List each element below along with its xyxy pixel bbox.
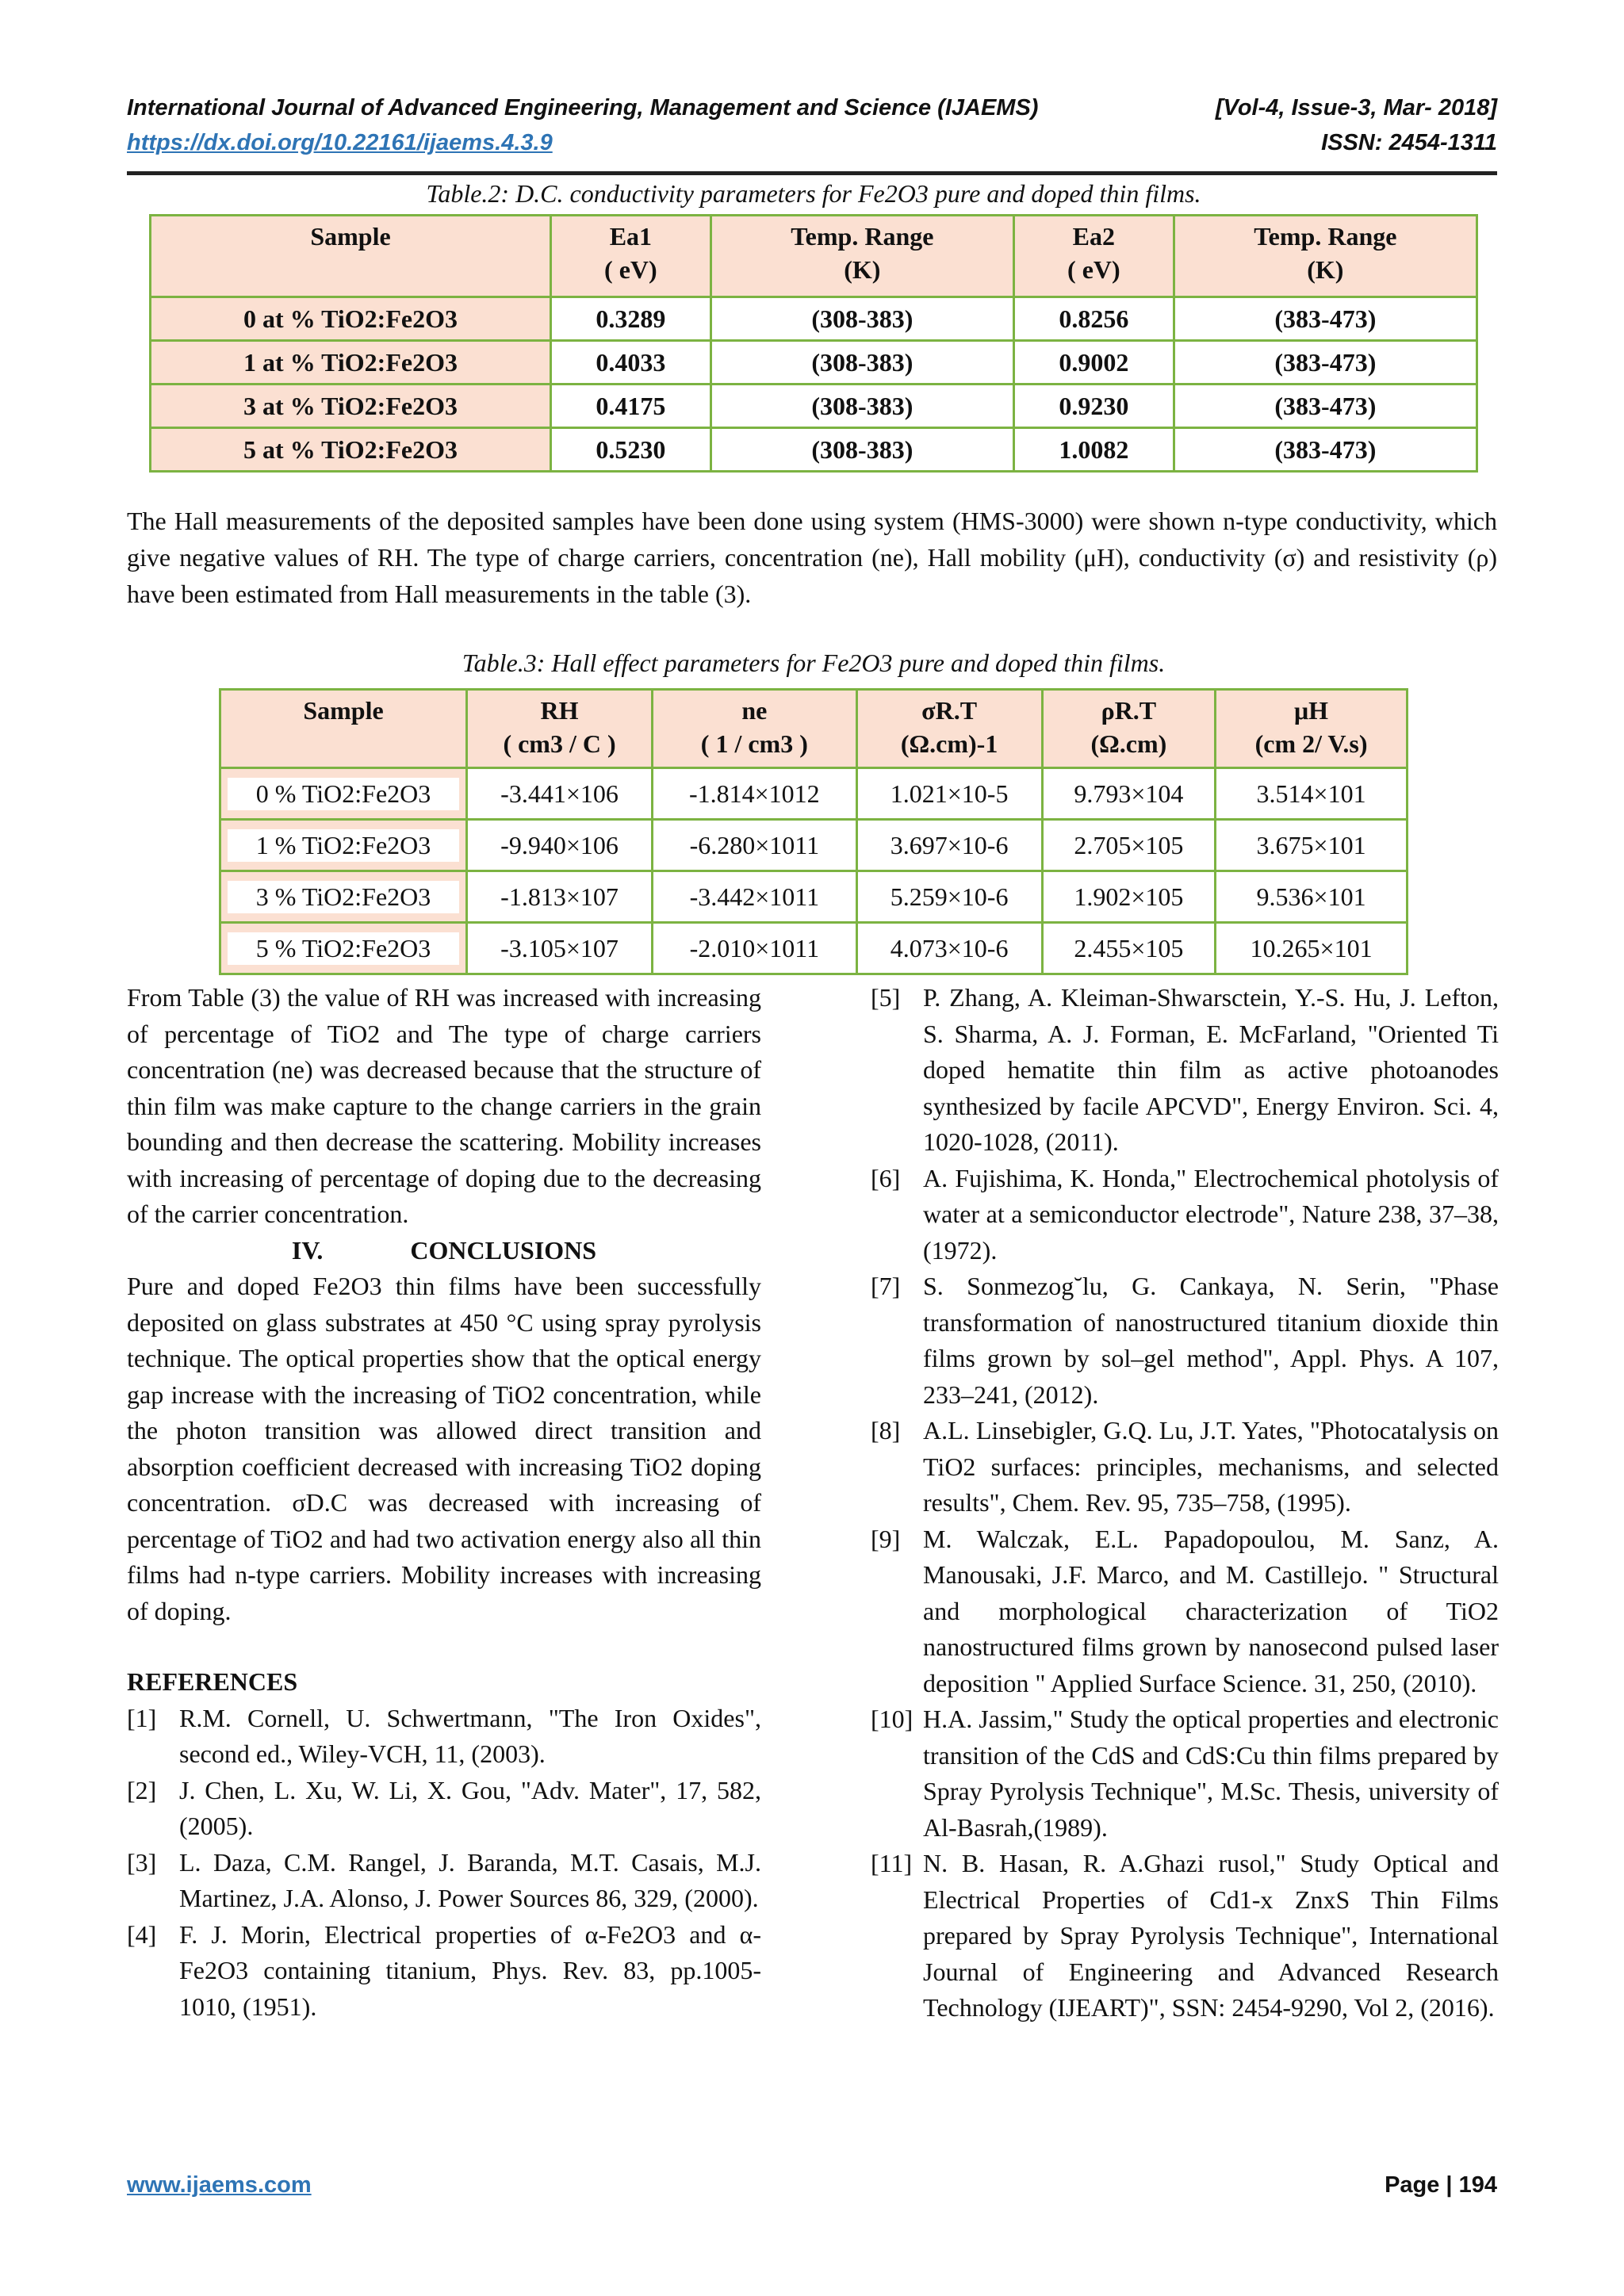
reference-text: L. Daza, C.M. Rangel, J. Baranda, M.T. Casais, M.J. Martinez, J.A. Alonso, J. Power Sources 86, 329, (2000). bbox=[179, 1847, 761, 1912]
reference-number: [6] bbox=[871, 1163, 901, 1192]
t2-header-line1: Ea1 bbox=[609, 222, 653, 251]
t2-header-line1: Temp. Range bbox=[1254, 222, 1397, 251]
t3-cell: 3.675×101 bbox=[1216, 820, 1408, 871]
website-link[interactable]: www.ijaems.com bbox=[127, 2172, 312, 2198]
reference-number: [10] bbox=[871, 1705, 914, 1733]
reference-number: [4] bbox=[127, 1919, 157, 1949]
t2-cell: (308-383) bbox=[710, 428, 1013, 472]
t3-cell: 9.793×104 bbox=[1042, 768, 1215, 820]
t2-cell: (383-473) bbox=[1174, 297, 1477, 341]
t2-cell: (308-383) bbox=[710, 297, 1013, 341]
t3-cell bbox=[220, 923, 467, 974]
reference-item bbox=[127, 1773, 761, 1845]
table-row bbox=[151, 385, 1477, 428]
reference-item bbox=[871, 1846, 1499, 2026]
t3-cell bbox=[220, 871, 467, 923]
t3-header-line1: ne bbox=[741, 696, 768, 725]
reference-number: [2] bbox=[127, 1775, 157, 1804]
t3-cell: -9.940×106 bbox=[467, 820, 653, 871]
table3 bbox=[219, 688, 1408, 975]
t2-cell: 0.4033 bbox=[551, 341, 711, 385]
table-row bbox=[220, 820, 1408, 871]
conclusions-heading bbox=[127, 1233, 761, 1269]
right-column bbox=[871, 980, 1499, 2026]
t3-sample-label: 1 % TiO2:Fe2O3 bbox=[228, 829, 459, 862]
doi-link[interactable]: https://dx.doi.org/10.22161/ijaems.4.3.9 bbox=[127, 130, 553, 155]
reference-item bbox=[127, 1917, 761, 2026]
table-row bbox=[151, 341, 1477, 385]
references-list-left bbox=[127, 1701, 761, 2026]
reference-item bbox=[871, 1269, 1499, 1413]
t2-header-line2: ( eV) bbox=[1067, 255, 1120, 284]
references-list-right bbox=[871, 980, 1499, 2026]
t3-cell: -3.441×106 bbox=[467, 768, 653, 820]
reference-item bbox=[871, 1701, 1499, 1846]
t3-cell: -1.813×107 bbox=[467, 871, 653, 923]
table-row bbox=[220, 871, 1408, 923]
journal-title: International Journal of Advanced Engineering, Management and Science (IJAEMS) bbox=[127, 95, 1039, 121]
t3-cell: 3.514×101 bbox=[1216, 768, 1408, 820]
reference-text: A. Fujishima, K. Honda," Electrochemical photolysis of water at a semiconductor electrode", Nature 238, 37–38, (1972). bbox=[923, 1163, 1499, 1265]
t2-header-2 bbox=[710, 216, 1013, 297]
t3-cell: 1.902×105 bbox=[1042, 871, 1215, 923]
t2-cell: 0.9230 bbox=[1013, 385, 1174, 428]
t2-header-3 bbox=[1013, 216, 1174, 297]
t3-cell: 3.697×10-6 bbox=[856, 820, 1042, 871]
conclusions-number: IV. bbox=[291, 1235, 324, 1265]
t3-cell bbox=[220, 820, 467, 871]
t3-header-line1: σR.T bbox=[921, 696, 978, 725]
discussion-paragraph: From Table (3) the value of RH was increased with increasing of percentage of TiO2 and The type of charge carriers concentration (ne) was decreased because that the structure of thin film was make capture to the change carriers in the grain bounding and then decrease the scattering. Mobility increases with increasing of percentage of doping due to the decreasing of the carrier concentration. bbox=[127, 983, 761, 1228]
t2-cell: 0.4175 bbox=[551, 385, 711, 428]
page-number: Page | 194 bbox=[1385, 2172, 1497, 2198]
t3-header-0 bbox=[220, 690, 467, 768]
table-row bbox=[220, 768, 1408, 820]
left-column bbox=[127, 980, 761, 2025]
t2-cell: (308-383) bbox=[710, 341, 1013, 385]
t3-header-2 bbox=[653, 690, 857, 768]
reference-item bbox=[127, 1701, 761, 1773]
reference-number: [7] bbox=[871, 1272, 901, 1300]
t2-cell: (383-473) bbox=[1174, 341, 1477, 385]
t3-header-line2: (Ω.cm)-1 bbox=[900, 729, 998, 758]
reference-text: A.L. Linsebigler, G.Q. Lu, J.T. Yates, "Photocatalysis on TiO2 surfaces: principles, mechanisms, and selected results", Chem. Rev. 95, 735–758, (1995). bbox=[923, 1416, 1499, 1517]
t2-header-line1: Temp. Range bbox=[791, 222, 934, 251]
t3-cell: -1.814×1012 bbox=[653, 768, 857, 820]
reference-number: [1] bbox=[127, 1703, 157, 1732]
t3-header-line2: ( cm3 / C ) bbox=[503, 729, 616, 758]
t3-header-line1: μH bbox=[1294, 696, 1329, 725]
reference-text: J. Chen, L. Xu, W. Li, X. Gou, "Adv. Mater", 17, 582, (2005). bbox=[179, 1775, 761, 1840]
t2-header-4 bbox=[1174, 216, 1477, 297]
reference-item bbox=[871, 1161, 1499, 1269]
table-row bbox=[220, 923, 1408, 974]
t2-header-line2: (K) bbox=[1307, 255, 1344, 284]
reference-text: N. B. Hasan, R. A.Ghazi rusol," Study Optical and Electrical Properties of Cd1-x ZnxS Thin Films prepared by Spray Pyrolysis Technique", International Journal of Engineering and Advanced Research Technology (IJEART)", SSN: 2454-9290, Vol 2, (2016). bbox=[923, 1849, 1499, 2022]
references-heading: REFERENCES bbox=[127, 1667, 298, 1696]
t2-cell: 0.9002 bbox=[1013, 341, 1174, 385]
t3-header-3 bbox=[856, 690, 1042, 768]
t2-cell: 1 at % TiO2:Fe2O3 bbox=[151, 341, 551, 385]
t3-header-5 bbox=[1216, 690, 1408, 768]
t2-cell: (383-473) bbox=[1174, 428, 1477, 472]
t3-sample-label: 0 % TiO2:Fe2O3 bbox=[228, 778, 459, 810]
t3-header-1 bbox=[467, 690, 653, 768]
t3-sample-label: 3 % TiO2:Fe2O3 bbox=[228, 881, 459, 913]
t3-header-line1: RH bbox=[540, 696, 579, 725]
reference-number: [3] bbox=[127, 1847, 157, 1877]
t3-cell: 9.536×101 bbox=[1216, 871, 1408, 923]
t2-header-line2: (K) bbox=[844, 255, 881, 284]
t2-cell: 1.0082 bbox=[1013, 428, 1174, 472]
hall-paragraph: The Hall measurements of the deposited samples have been done using system (HMS-3000) were shown n-type conductivity, which give negative values of RH. The type of charge carriers, concentration (ne), Hall mobility (μH), conductivity (σ) and resistivity (ρ) have been estimated from Hall measurements in the table (3). bbox=[127, 507, 1497, 608]
t3-header-line2: (cm 2/ V.s) bbox=[1254, 729, 1368, 758]
t3-cell: 5.259×10-6 bbox=[856, 871, 1042, 923]
reference-number: [11] bbox=[871, 1849, 913, 1877]
t2-cell: 0.8256 bbox=[1013, 297, 1174, 341]
table-row bbox=[151, 297, 1477, 341]
t3-sample-label: 5 % TiO2:Fe2O3 bbox=[228, 932, 459, 965]
t3-header-4 bbox=[1042, 690, 1215, 768]
t3-header-line1: Sample bbox=[303, 696, 384, 725]
page-footer bbox=[127, 2172, 1497, 2198]
issn: ISSN: 2454-1311 bbox=[1321, 130, 1497, 155]
t2-cell: 0.5230 bbox=[551, 428, 711, 472]
t3-cell: -3.105×107 bbox=[467, 923, 653, 974]
t3-header-line2: (Ω.cm) bbox=[1090, 729, 1167, 758]
t2-header-line2: ( eV) bbox=[604, 255, 657, 284]
reference-text: S. Sonmezog˘lu, G. Cankaya, N. Serin, "Phase transformation of nanostructured titanium dioxide thin films grown by sol–gel method", Appl. Phys. A 107, 233–241, (2012). bbox=[923, 1272, 1499, 1409]
table3-caption: Table.3: Hall effect parameters for Fe2O3 pure and doped thin films. bbox=[462, 649, 1166, 677]
t2-cell: 3 at % TiO2:Fe2O3 bbox=[151, 385, 551, 428]
conclusions-paragraph: Pure and doped Fe2O3 thin films have been successfully deposited on glass substrates at 450 °C using spray pyrolysis technique. The optical properties show that the optical energy gap increase with the increasing of TiO2 concentration, while the photon transition was allowed direct transition and absorption coefficient decreased with increasing TiO2 doping concentration. σD.C was decreased with increasing of percentage of TiO2 and had two activation energy also all thin films had n-type carriers. Mobility increases with increasing of doping. bbox=[127, 1272, 761, 1625]
header-rule bbox=[127, 171, 1497, 175]
t2-header-1 bbox=[551, 216, 711, 297]
t3-cell: 4.073×10-6 bbox=[856, 923, 1042, 974]
t3-header-line2: ( 1 / cm3 ) bbox=[700, 729, 808, 758]
reference-text: P. Zhang, A. Kleiman-Shwarsctein, Y.-S. Hu, J. Lefton, S. Sharma, A. J. Forman, E. McFarland, "Oriented Ti doped hematite thin film as active photoanodes synthesized by facile APCVD", Energy Environ. Sci. 4, 1020-1028, (2011). bbox=[923, 983, 1499, 1156]
t3-cell bbox=[220, 768, 467, 820]
reference-text: F. J. Morin, Electrical properties of α-Fe2O3 and α-Fe2O3 containing titanium, Phys. Rev. 83, pp.1005-1010, (1951). bbox=[179, 1919, 761, 2021]
volume-info: [Vol-4, Issue-3, Mar- 2018] bbox=[1215, 95, 1497, 121]
t3-cell: 1.021×10-5 bbox=[856, 768, 1042, 820]
t2-header-0 bbox=[151, 216, 551, 297]
t2-header-line1: Ea2 bbox=[1072, 222, 1116, 251]
t3-cell: 2.455×105 bbox=[1042, 923, 1215, 974]
reference-text: R.M. Cornell, U. Schwertmann, "The Iron Oxides", second ed., Wiley-VCH, 11, (2003). bbox=[179, 1703, 761, 1768]
t3-cell: -3.442×1011 bbox=[653, 871, 857, 923]
t2-cell: 5 at % TiO2:Fe2O3 bbox=[151, 428, 551, 472]
table-row bbox=[151, 428, 1477, 472]
t2-cell: (308-383) bbox=[710, 385, 1013, 428]
t3-cell: 10.265×101 bbox=[1216, 923, 1408, 974]
t2-cell: (383-473) bbox=[1174, 385, 1477, 428]
table2-caption: Table.2: D.C. conductivity parameters for Fe2O3 pure and doped thin films. bbox=[426, 179, 1201, 208]
reference-number: [9] bbox=[871, 1524, 901, 1553]
t2-cell: 0 at % TiO2:Fe2O3 bbox=[151, 297, 551, 341]
reference-item bbox=[871, 980, 1499, 1161]
t3-cell: 2.705×105 bbox=[1042, 820, 1215, 871]
t2-cell: 0.3289 bbox=[551, 297, 711, 341]
reference-number: [5] bbox=[871, 983, 901, 1012]
reference-number: [8] bbox=[871, 1416, 901, 1445]
reference-item bbox=[127, 1845, 761, 1917]
reference-text: H.A. Jassim," Study the optical properties and electronic transition of the CdS and CdS:Cu thin films prepared by Spray Pyrolysis Technique", M.Sc. Thesis, university of Al-Basrah,(1989). bbox=[923, 1705, 1499, 1842]
page-header bbox=[127, 95, 1497, 165]
t3-cell: -2.010×1011 bbox=[653, 923, 857, 974]
conclusions-title: CONCLUSIONS bbox=[410, 1235, 597, 1265]
reference-item bbox=[871, 1521, 1499, 1702]
reference-text: M. Walczak, E.L. Papadopoulou, M. Sanz, A. Manousaki, J.F. Marco, and M. Castillejo. " Structural and morphological characterization of TiO2 nanostructured films grown by nanosecond pulsed laser deposition " Applied Surface Science. 31, 250, (2010). bbox=[923, 1524, 1499, 1697]
t2-header-line1: Sample bbox=[310, 222, 391, 251]
t3-cell: -6.280×1011 bbox=[653, 820, 857, 871]
table2 bbox=[149, 214, 1478, 473]
t3-header-line1: ρR.T bbox=[1101, 696, 1157, 725]
reference-item bbox=[871, 1413, 1499, 1521]
